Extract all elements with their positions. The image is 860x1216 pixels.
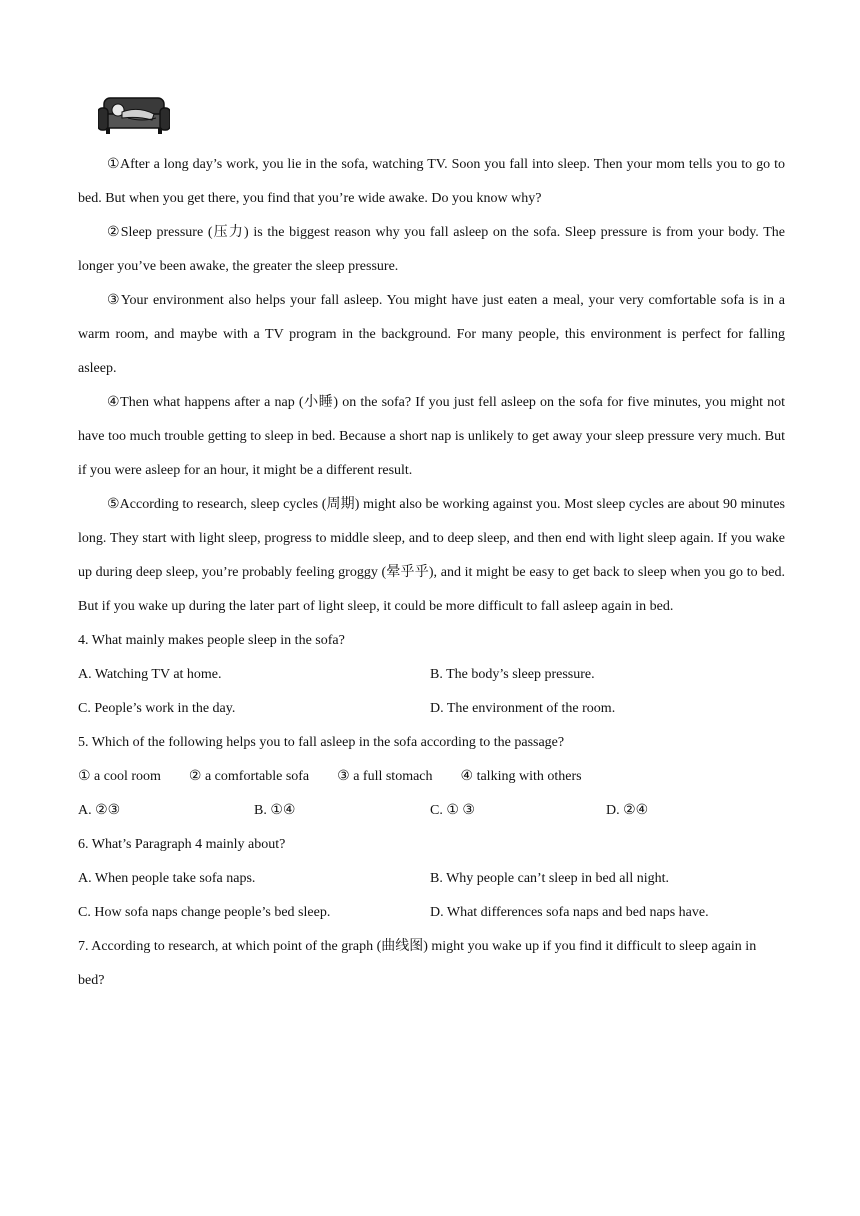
- question-7-stem: 7. According to research, at which point of the graph (曲线图) might you wake up if you find it difficult to sleep again in bed?: [78, 939, 757, 988]
- question-6-option-d: D. What differences sofa naps and bed naps have.: [430, 905, 709, 920]
- paragraph-3: ③Your environment also helps your fall asleep. You might have just eaten a meal, your very comfortable sofa is in a warm room, and maybe with a TV program in the background. For many people, this environment is perfect for falling asleep.: [78, 293, 785, 376]
- question-4-options-row-1: [78, 658, 785, 692]
- question-5-options-row: [78, 794, 785, 828]
- passage-content: [78, 148, 785, 998]
- sofa-illustration: [98, 96, 170, 138]
- question-6-options-row-1: [78, 862, 785, 896]
- paragraph-5: ⑤According to research, sleep cycles (周期) might also be working against you. Most sleep cycles are about 90 minutes long. They start with light sleep, progress to middle sleep, and to deep sleep, and then end with light sleep again. If you wake up during deep sleep, you’re probably feeling groggy (晕乎乎), and it might be easy to get back to sleep when you go to bed. But if you wake up during the later part of light sleep, it could be more difficult to fall asleep again in bed.: [78, 497, 785, 614]
- question-4-option-d: D. The environment of the room.: [430, 701, 616, 716]
- paragraph-4: ④Then what happens after a nap (小睡) on the sofa? If you just fell asleep on the sofa for five minutes, you might not have too much trouble getting to sleep in bed. Because a short nap is unlikely to get away your sleep pressure very much. But if you were asleep for an hour, it might be a different result.: [78, 395, 785, 478]
- question-4-stem: 4. What mainly makes people sleep in the sofa?: [78, 633, 345, 648]
- question-5-item-1: ① a cool room: [78, 769, 161, 784]
- question-6-option-a: A. When people take sofa naps.: [78, 871, 256, 886]
- question-5-item-2: ② a comfortable sofa: [188, 769, 310, 784]
- question-6-option-b: B. Why people can’t sleep in bed all night.: [430, 871, 669, 886]
- question-4-option-c: C. People’s work in the day.: [78, 701, 236, 716]
- question-4-option-b: B. The body’s sleep pressure.: [430, 667, 595, 682]
- question-4-option-a: A. Watching TV at home.: [78, 667, 222, 682]
- question-5-option-b: B. ①④: [254, 803, 296, 818]
- question-5-items: [78, 760, 785, 794]
- question-6-option-c: C. How sofa naps change people’s bed sleep.: [78, 905, 331, 920]
- paragraph-1: ①After a long day’s work, you lie in the sofa, watching TV. Soon you fall into sleep. Then your mom tells you to go to bed. But when you get there, you find that you’re wide awake. Do you know why?: [78, 157, 785, 206]
- paragraph-2: ②Sleep pressure (压力) is the biggest reason why you fall asleep on the sofa. Sleep pressure is from your body. The longer you’ve been awake, the greater the sleep pressure.: [78, 225, 785, 274]
- question-5-stem: 5. Which of the following helps you to fall asleep in the sofa according to the passage?: [78, 735, 565, 750]
- question-5-item-4: ④ talking with others: [460, 769, 582, 784]
- question-5-option-a: A. ②③: [78, 803, 121, 818]
- question-5-item-3: ③ a full stomach: [337, 769, 433, 784]
- question-6-stem: 6. What’s Paragraph 4 mainly about?: [78, 837, 286, 852]
- question-4-options-row-2: [78, 692, 785, 726]
- question-5-option-c: C. ① ③: [430, 803, 475, 818]
- question-6-options-row-2: [78, 896, 785, 930]
- question-5-option-d: D. ②④: [606, 803, 649, 818]
